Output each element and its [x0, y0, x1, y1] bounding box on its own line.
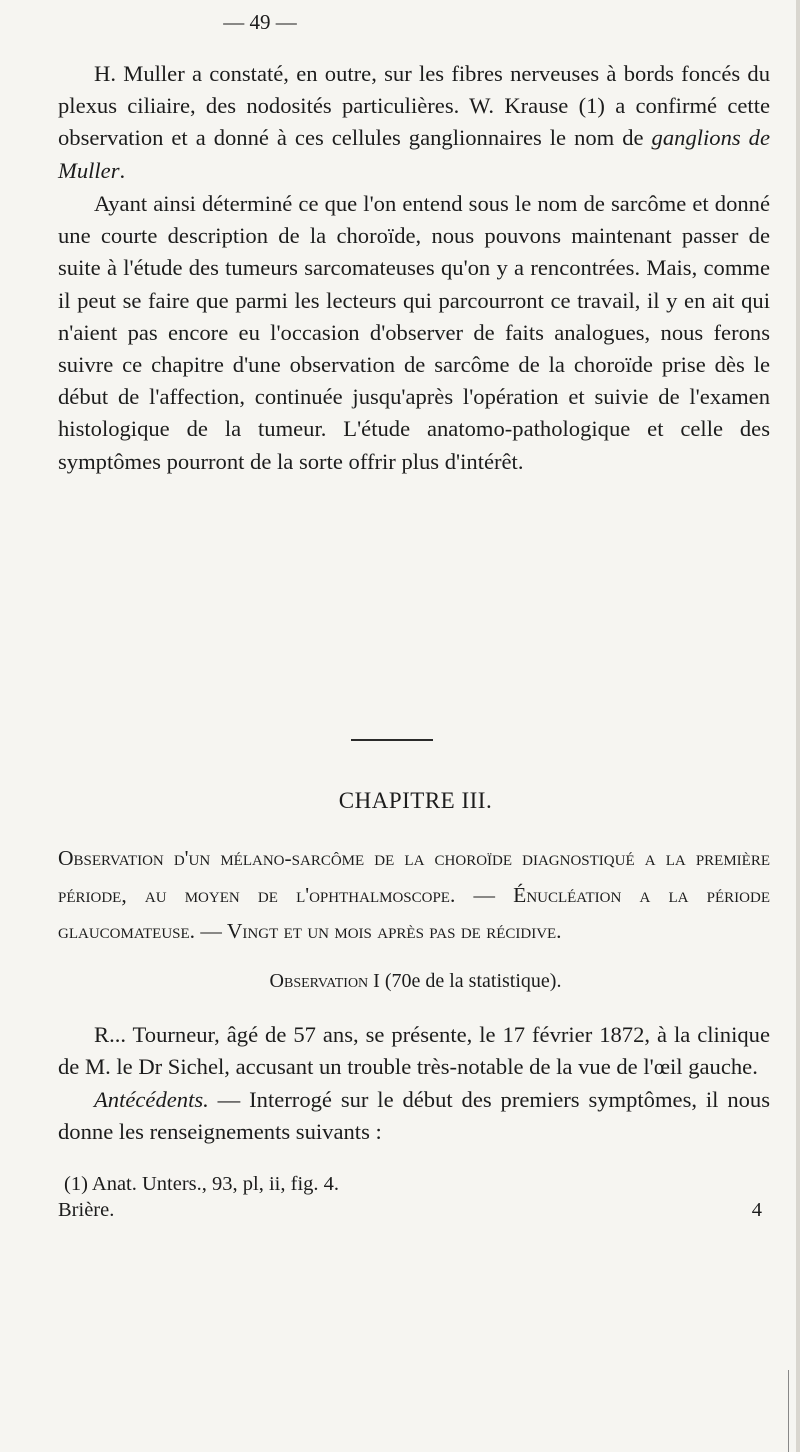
- page-edge: [796, 0, 800, 1452]
- observation-title: Observation d'un mélano-sarcôme de la choroïde diagnostiqué a la première période, au moyen de l'ophthalmoscope. — Énucléation a la période glaucomateuse. — Vingt et un mois après pas de récidive.: [58, 846, 770, 943]
- footnote: (1) Anat. Unters., 93, pl, ii, fig. 4.: [64, 1173, 340, 1195]
- observation-statistic: (70e de la statistique).: [379, 970, 562, 992]
- antecedents-text: — Interrogé sur le début des premiers symptômes, il nous donne les renseignements suivants :: [58, 1087, 770, 1145]
- observation-subtitle: [58, 970, 773, 993]
- section-divider: [351, 739, 433, 741]
- signature: Brière.: [58, 1199, 115, 1221]
- paragraph-1-end: .: [119, 157, 126, 183]
- paragraph-1-text: H. Muller a constaté, en outre, sur les fibres nerveuses à bords foncés du plexus ciliaire, des nodosités particulières. W. Krause (1) a confirmé cette observation et a donné à ces cellules ganglionnaires le nom de: [58, 61, 770, 151]
- antecedents-label: Antécédents.: [94, 1087, 209, 1112]
- signature-line: [58, 1199, 762, 1222]
- paragraph-3: R... Tourneur, âgé de 57 ans, se présente, le 17 février 1872, à la clinique de M. le Dr Sichel, accusant un trouble très-notable de la vue de l'œil gauche.: [58, 1022, 770, 1080]
- chapter-heading: CHAPITRE III.: [338, 788, 493, 813]
- observation-label: Observation I: [269, 970, 380, 992]
- paragraph-2: Ayant ainsi déterminé ce que l'on entend sous le nom de sarcôme et donné une courte description de la choroïde, nous pouvons maintenant passer de suite à l'étude des tumeurs sarcomateuses qu'on y a rencontrées. Mais, comme il peut se faire que parmi les lecteurs qui parcourront ce travail, il y en ait qui n'aient pas encore eu l'occasion d'observer de faits analogues, nous ferons suivre ce chapitre d'une observation de sarcôme de la choroïde prise dès le début de l'affection, continuée jusqu'après l'opération et suivie de l'examen histologique de la tumeur. L'étude anatomo-pathologique et celle des symptômes pourront de la sorte offrir plus d'intérêt.: [58, 191, 770, 474]
- paragraph-1-italic: ganglions de Muller: [58, 125, 770, 183]
- page-edge-line: [788, 1370, 789, 1452]
- signature-number: 4: [751, 1199, 762, 1221]
- paragraph-4: [58, 1084, 770, 1148]
- page-number: — 49 —: [223, 10, 297, 34]
- paragraph-1: [58, 58, 770, 187]
